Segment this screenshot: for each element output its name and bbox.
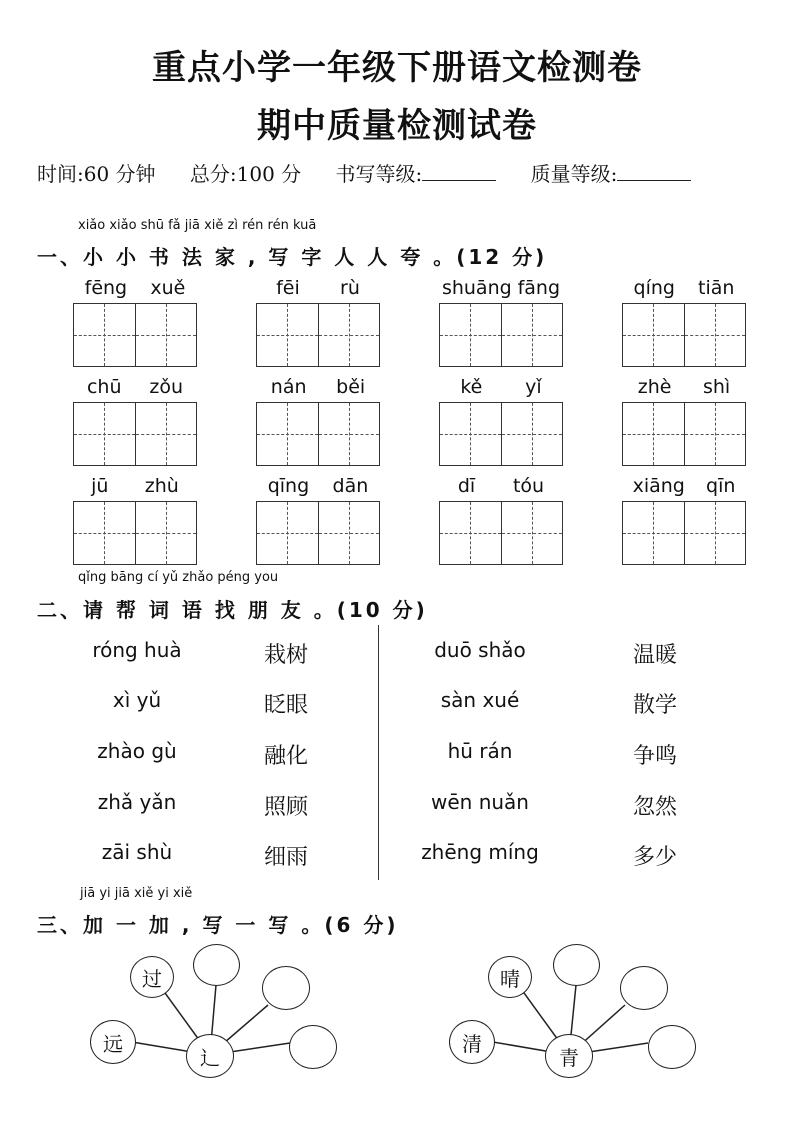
section1-pinyin: xiǎo xiǎo shū fǎ jiā xiě zì rén rén kuā [78, 218, 317, 233]
writing-cell[interactable] [136, 403, 197, 465]
tianzige-grid [73, 303, 197, 367]
writing-cell[interactable] [257, 403, 319, 465]
pinyin-syllable: dān [332, 475, 369, 497]
writing-cell[interactable] [319, 304, 380, 366]
pinyin-syllable: nán [270, 376, 307, 398]
pinyin-item: zhào gù [97, 739, 177, 763]
pinyin-syllable: jū [91, 475, 109, 497]
writing-cell[interactable] [74, 403, 136, 465]
word-item: 细雨 [264, 845, 309, 870]
writing-cell[interactable] [440, 502, 502, 564]
pinyin-writing-pair [73, 376, 197, 466]
pinyin-syllable: rù [340, 277, 360, 299]
word-item: 栽树 [264, 643, 309, 668]
writing-cell[interactable] [319, 403, 380, 465]
pinyin-syllable: shì [702, 376, 731, 398]
pinyin-syllable: tóu [512, 475, 545, 497]
pinyin-writing-pair [256, 475, 380, 565]
page-title: 重点小学一年级下册语文检测卷 [152, 48, 642, 88]
pinyin-writing-pair [622, 376, 746, 466]
writing-grade-label: 书写等级: [336, 162, 497, 186]
column-divider [378, 625, 379, 880]
pinyin-item: zhēng míng [421, 840, 539, 864]
section2-heading: 二、请 帮 词 语 找 朋 友 。(10 分) [37, 598, 428, 622]
pinyin-row [73, 475, 197, 501]
radical-center-circle: 辶 [186, 1034, 234, 1078]
exam-info [37, 158, 719, 187]
tianzige-grid [439, 303, 563, 367]
section1-heading: 一、小 小 书 法 家 , 写 字 人 人 夸 。(12 分) [37, 245, 548, 269]
word-item: 眨眼 [264, 693, 309, 718]
pinyin-writing-pair [439, 475, 563, 565]
blank-circle[interactable] [620, 966, 668, 1010]
pinyin-syllable: kě [460, 376, 483, 398]
word-item: 争鸣 [633, 744, 678, 769]
tianzige-grid [73, 402, 197, 466]
pinyin-item: duō shǎo [434, 638, 526, 662]
tianzige-grid [622, 501, 746, 565]
pinyin-item: sàn xué [440, 688, 520, 712]
pinyin-syllable: xuě [150, 277, 186, 299]
pinyin-writing-pair [73, 277, 197, 367]
tianzige-grid [256, 402, 380, 466]
tianzige-grid [73, 501, 197, 565]
writing-cell[interactable] [319, 502, 380, 564]
tianzige-grid [622, 303, 746, 367]
pinyin-syllable: zhè [637, 376, 672, 398]
writing-cell[interactable] [257, 304, 319, 366]
pinyin-syllable: qīng [267, 475, 310, 497]
pinyin-syllable: zhù [144, 475, 179, 497]
section3-pinyin: jiā yi jiā xiě yi xiě [80, 886, 193, 901]
writing-cell[interactable] [257, 502, 319, 564]
writing-cell[interactable] [440, 304, 502, 366]
pinyin-syllable: zǒu [149, 376, 184, 398]
writing-cell[interactable] [502, 304, 563, 366]
pinyin-row [622, 277, 746, 303]
pinyin-row [622, 475, 746, 501]
pinyin-writing-pair [439, 277, 563, 367]
pinyin-syllable: běi [336, 376, 366, 398]
pinyin-syllable: dī [457, 475, 476, 497]
writing-grade-blank[interactable] [422, 164, 496, 181]
pinyin-item: zhǎ yǎn [97, 790, 177, 814]
tianzige-grid [256, 501, 380, 565]
pinyin-writing-pair [439, 376, 563, 466]
pinyin-row [439, 475, 563, 501]
pinyin-syllable: fāng [517, 277, 561, 299]
writing-cell[interactable] [440, 403, 502, 465]
word-item: 融化 [264, 744, 309, 769]
pinyin-syllable: qíng [633, 277, 675, 299]
writing-cell[interactable] [502, 403, 563, 465]
given-char-circle: 晴 [488, 956, 532, 998]
pinyin-syllable: chū [86, 376, 122, 398]
pinyin-writing-pair [256, 277, 380, 367]
time-info: 时间:60 分钟 [37, 162, 156, 186]
writing-cell[interactable] [623, 304, 685, 366]
blank-circle[interactable] [553, 944, 600, 986]
blank-circle[interactable] [648, 1025, 696, 1069]
pinyin-syllable: shuāng [441, 277, 512, 299]
writing-cell[interactable] [136, 304, 197, 366]
blank-circle[interactable] [193, 944, 240, 986]
pinyin-row [73, 277, 197, 303]
writing-cell[interactable] [685, 304, 746, 366]
pinyin-row [622, 376, 746, 402]
pinyin-item: hū rán [447, 739, 513, 763]
quality-grade-label: 质量等级: [531, 162, 692, 186]
pinyin-syllable: qīn [706, 475, 736, 497]
pinyin-row [439, 376, 563, 402]
section3-heading: 三、加 一 加 , 写 一 写 。(6 分) [37, 913, 399, 937]
pinyin-writing-pair [256, 376, 380, 466]
pinyin-item: zāi shù [101, 840, 173, 864]
given-char-circle: 远 [90, 1020, 136, 1064]
section2-pinyin: qǐng bāng cí yǔ zhǎo péng you [78, 570, 279, 585]
writing-cell[interactable] [74, 502, 136, 564]
pinyin-item: wēn nuǎn [431, 790, 529, 814]
pinyin-row [256, 277, 380, 303]
tianzige-grid [256, 303, 380, 367]
pinyin-writing-pair [622, 277, 746, 367]
writing-cell[interactable] [502, 502, 563, 564]
pinyin-syllable: xiāng [632, 475, 685, 497]
pinyin-item: róng huà [92, 638, 182, 662]
writing-cell[interactable] [74, 304, 136, 366]
pinyin-row [256, 475, 380, 501]
writing-cell[interactable] [623, 502, 685, 564]
word-item: 散学 [633, 693, 678, 718]
word-item: 温暖 [633, 643, 678, 668]
pinyin-row [256, 376, 380, 402]
tianzige-grid [439, 402, 563, 466]
given-char-circle: 过 [130, 956, 174, 998]
pinyin-writing-pair [622, 475, 746, 565]
writing-cell[interactable] [685, 502, 746, 564]
word-item: 多少 [633, 845, 678, 870]
total-score-info: 总分:100 分 [189, 162, 302, 186]
blank-circle[interactable] [289, 1025, 337, 1069]
pinyin-writing-pair [73, 475, 197, 565]
writing-cell[interactable] [623, 403, 685, 465]
word-item: 忽然 [633, 795, 678, 820]
pinyin-item: xì yǔ [112, 688, 162, 712]
pinyin-syllable: yǐ [525, 376, 542, 398]
pinyin-row [73, 376, 197, 402]
pinyin-syllable: fēng [84, 277, 128, 299]
tianzige-grid [439, 501, 563, 565]
radical-center-circle: 青 [545, 1034, 593, 1078]
pinyin-syllable: fēi [276, 277, 300, 299]
pinyin-row [439, 277, 563, 303]
page-subtitle: 期中质量检测试卷 [257, 106, 537, 146]
blank-circle[interactable] [262, 966, 310, 1010]
given-char-circle: 清 [449, 1020, 495, 1064]
writing-cell[interactable] [685, 403, 746, 465]
quality-grade-blank[interactable] [617, 164, 691, 181]
pinyin-syllable: tiān [698, 277, 735, 299]
tianzige-grid [622, 402, 746, 466]
word-item: 照顾 [264, 795, 309, 820]
writing-cell[interactable] [136, 502, 197, 564]
